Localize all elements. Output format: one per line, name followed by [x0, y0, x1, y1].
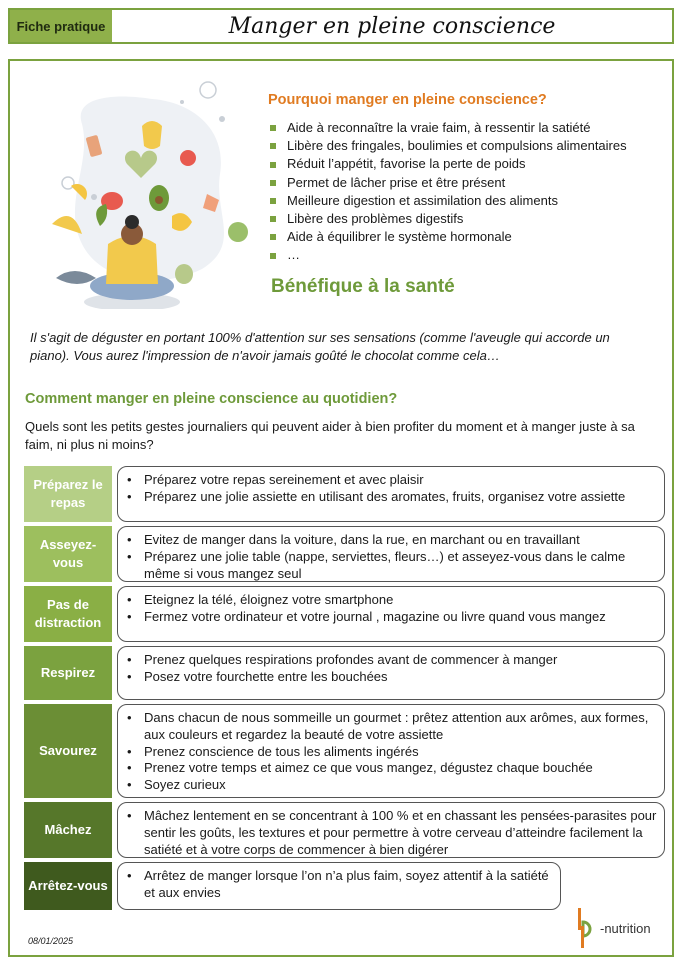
- tip-item: [124, 744, 658, 761]
- tip-item-text: Préparez une jolie table (nappe, serviettes, fleurs…) et asseyez-vous dans le calme même si vous mangez seul: [144, 548, 626, 581]
- tip-item: [124, 669, 658, 686]
- square-bullet-icon: [270, 162, 276, 168]
- square-bullet-icon: [270, 125, 276, 131]
- bullet-icon: •: [127, 472, 132, 487]
- tip-row: [24, 704, 112, 798]
- tip-item: [124, 868, 554, 902]
- tip-item: [124, 489, 658, 506]
- tip-label: Asseyez-vous: [24, 526, 112, 582]
- page-title: Manger en pleine conscience: [228, 13, 556, 39]
- tip-item-text: Soyez curieux: [144, 777, 226, 793]
- why-title: Pourquoi manger en pleine conscience?: [268, 92, 547, 108]
- bullet-icon: •: [127, 532, 132, 547]
- bullet-icon: •: [127, 808, 132, 823]
- tip-box: [117, 704, 665, 798]
- tip-label: Pas de distraction: [24, 586, 112, 642]
- tip-label: Arrêtez-vous: [24, 862, 112, 910]
- square-bullet-icon: [270, 234, 276, 240]
- tip-item-text: Posez votre fourchette entre les bouchées: [144, 668, 388, 684]
- tip-label: Mâchez: [24, 802, 112, 858]
- tip-box: [117, 586, 665, 642]
- tip-item: [124, 609, 658, 626]
- square-bullet-icon: [270, 216, 276, 222]
- brand-logo: [576, 908, 651, 948]
- square-bullet-icon: [270, 253, 276, 259]
- logo-text: -nutrition: [600, 920, 651, 936]
- tip-item: [124, 592, 658, 609]
- tip-item-text: Eteignez la télé, éloignez votre smartphone: [144, 592, 394, 607]
- tip-item-text: Prenez votre temps et aimez ce que vous mangez, dégustez chaque bouchée: [144, 760, 593, 776]
- bullet-icon: •: [127, 868, 132, 883]
- why-item: Libère des problèmes digestifs: [270, 210, 627, 228]
- tip-item: [124, 532, 658, 549]
- tip-row: [24, 466, 112, 522]
- why-item: …: [270, 246, 627, 264]
- tip-item: [124, 777, 658, 794]
- bullet-icon: •: [127, 710, 132, 725]
- tip-item: [124, 549, 658, 583]
- tip-item-text: Prenez conscience de tous les aliments ingérés: [144, 743, 419, 759]
- tip-item-text: Arrêtez de manger lorsque l’on n’a plus faim, soyez attentif à la satiété et aux envies: [144, 868, 549, 900]
- tip-label: Préparez le repas: [24, 466, 112, 522]
- how-subtitle: Quels sont les petits gestes journaliers qui peuvent aider à bien profiter du moment et à manger juste à sa faim, ni plus ni moins?: [25, 419, 635, 452]
- why-item: Aide à reconnaître la vraie faim, à ressentir la satiété: [270, 119, 627, 137]
- tip-row: [24, 586, 112, 642]
- logo-mark-icon: [576, 908, 598, 948]
- bullet-icon: •: [127, 668, 132, 684]
- tip-item-text: Préparez votre repas sereinement et avec plaisir: [144, 472, 424, 487]
- meditation-illustration: [42, 74, 262, 309]
- square-bullet-icon: [270, 198, 276, 204]
- bullet-icon: •: [127, 608, 132, 624]
- tip-label: Respirez: [24, 646, 112, 700]
- bullet-icon: •: [127, 777, 132, 793]
- tip-item-text: Prenez quelques respirations profondes avant de commencer à manger: [144, 652, 558, 667]
- tip-box: [117, 466, 665, 522]
- why-item: Réduit l’appétit, favorise la perte de poids: [270, 155, 627, 173]
- square-bullet-icon: [270, 143, 276, 149]
- tip-box: [117, 526, 665, 582]
- tip-item: [124, 652, 658, 669]
- tip-item: [124, 760, 658, 777]
- tip-row: [24, 802, 112, 858]
- why-item: Meilleure digestion et assimilation des aliments: [270, 192, 627, 210]
- tip-item-text: Préparez une jolie assiette en utilisant des aromates, fruits, organisez votre assiette: [144, 488, 626, 504]
- why-item: Libère des fringales, boulimies et compulsions alimentaires: [270, 137, 627, 155]
- why-item: Aide à équilibrer le système hormonale: [270, 228, 627, 246]
- page-header: [8, 8, 674, 44]
- bullet-icon: •: [127, 488, 132, 504]
- tip-item-text: Mâchez lentement en se concentrant à 100 % et en chassant les pensées-parasites pour sentir les goûts, les textures et pour permettre à votre cerveau d’atteindre facilement la satiété et à votre corps de commencer à bien digérer: [144, 808, 657, 857]
- tip-item: [124, 710, 658, 744]
- how-title: Comment manger en pleine conscience au quotidien?: [25, 391, 398, 407]
- benefit-heading: Bénéfique à la santé: [271, 276, 455, 297]
- intro-text: Il s'agit de déguster en portant 100% d'attention sur ses sensations (comme l'aveugle qui accorde un piano). Vous aurez l'impression de n'avoir jamais goûté le chocolat comme cela…: [30, 330, 610, 363]
- square-bullet-icon: [270, 180, 276, 186]
- bullet-icon: •: [127, 743, 132, 759]
- bullet-icon: •: [127, 548, 132, 564]
- why-list: [270, 119, 627, 265]
- bullet-icon: •: [127, 652, 132, 667]
- tip-box: [117, 646, 665, 700]
- tip-box: [117, 862, 561, 910]
- why-item: Permet de lâcher prise et être présent: [270, 174, 627, 192]
- tip-box: [117, 802, 665, 858]
- tip-item-text: Dans chacun de nous sommeille un gourmet : prêtez attention aux arômes, aux formes, aux couleurs et regardez la beauté de votre assiette: [144, 710, 649, 742]
- tip-row: [24, 646, 112, 700]
- tip-row: [24, 862, 112, 910]
- header-tag: Fiche pratique: [10, 10, 112, 42]
- tip-item: [124, 472, 658, 489]
- tip-item: [124, 808, 658, 858]
- tip-label: Savourez: [24, 704, 112, 798]
- tip-item-text: Evitez de manger dans la voiture, dans la rue, en marchant ou en travaillant: [144, 532, 580, 547]
- bullet-icon: •: [127, 760, 132, 776]
- footer-date: 08/01/2025: [28, 936, 74, 946]
- tip-item-text: Fermez votre ordinateur et votre journal , magazine ou livre quand vous mangez: [144, 608, 606, 624]
- tip-row: [24, 526, 112, 582]
- bullet-icon: •: [127, 592, 132, 607]
